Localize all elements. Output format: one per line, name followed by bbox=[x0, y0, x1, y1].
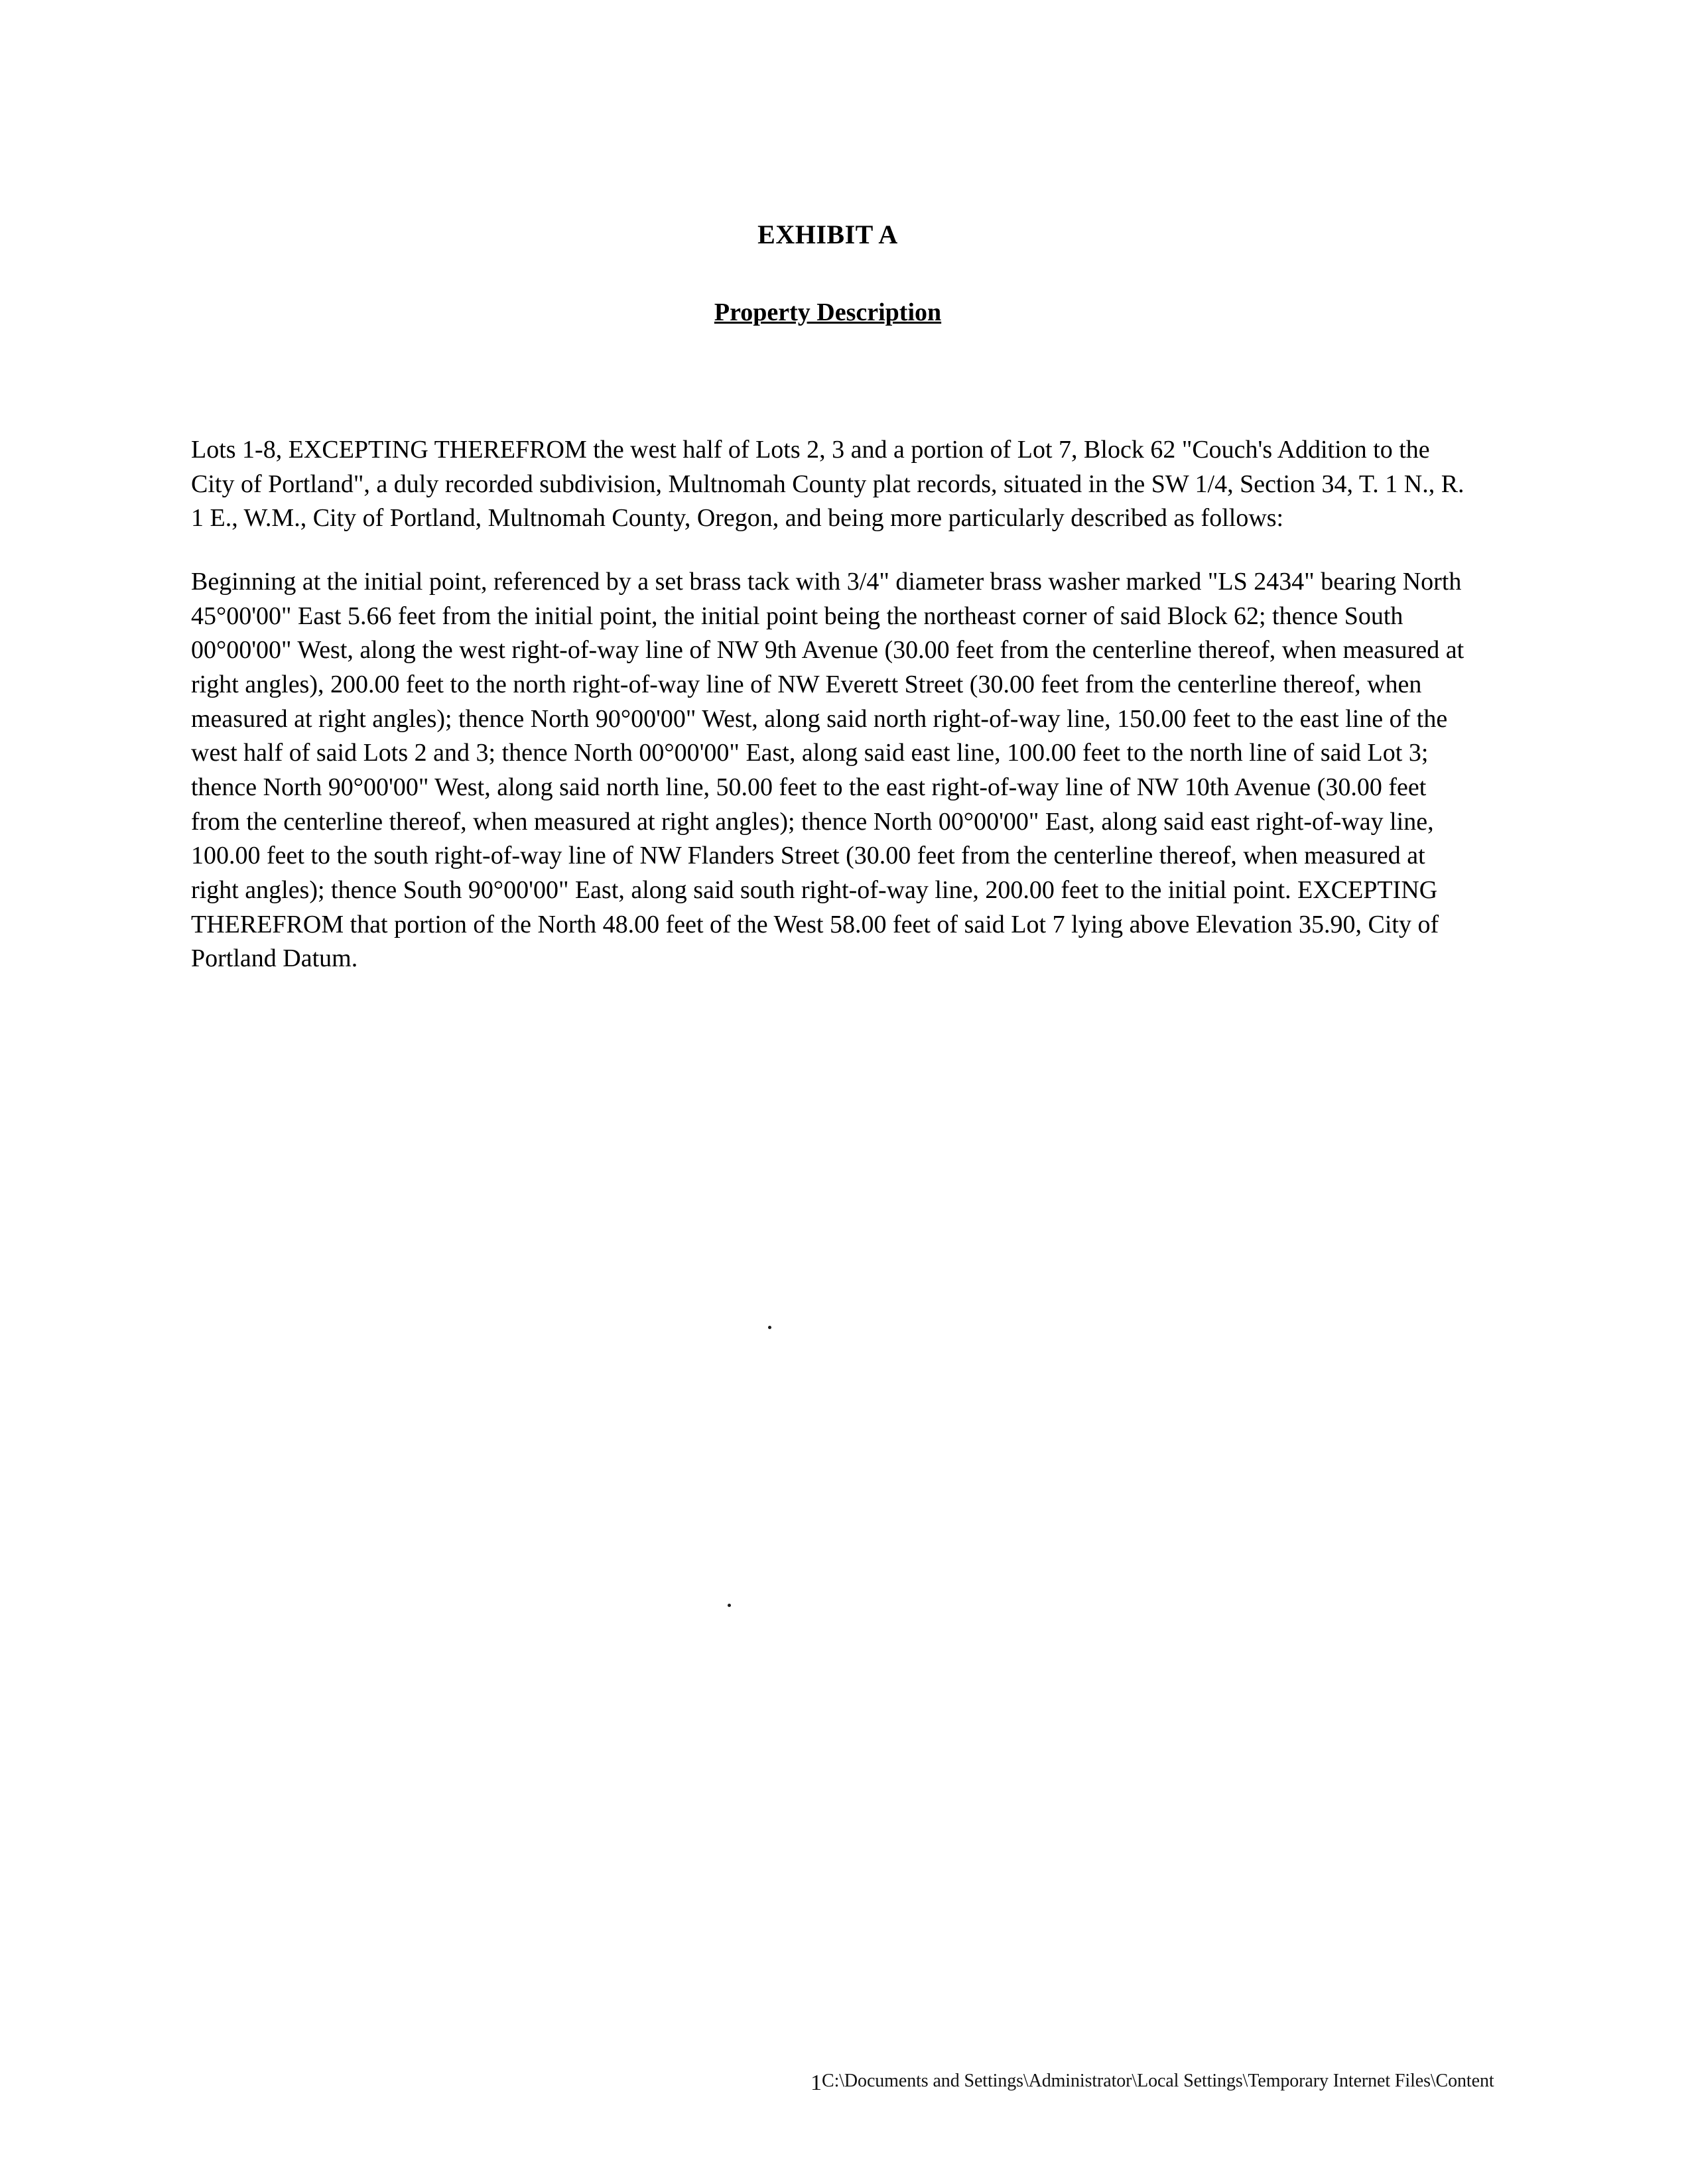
stray-mark-upper bbox=[768, 1326, 771, 1329]
page-footer bbox=[0, 2071, 1690, 2110]
page-number: 1 bbox=[811, 2071, 822, 2095]
document-subtitle: Property Description bbox=[714, 298, 942, 326]
footer-content bbox=[811, 2071, 1494, 2096]
paragraph-legal-description: Lots 1-8, EXCEPTING THEREFROM the west half of Lots 2, 3 and a portion of Lot 7, Block 62 "Couch's Addition to the City of Portland", a duly recorded subdivision, Multnomah County plat records, situated in the SW 1/4, Section 34, T. 1 N., R. 1 E., W.M., City of Portland, Multnomah County, Oregon, and being more particularly described as follows: bbox=[191, 436, 1464, 533]
footer-file-path: C:\Documents and Settings\Administrator\Local Settings\Temporary Internet Files\Content bbox=[822, 2071, 1494, 2091]
property-description-text bbox=[191, 433, 1464, 976]
document-body bbox=[191, 219, 1464, 976]
page-title: EXHIBIT A bbox=[757, 220, 898, 249]
paragraph-metes-and-bounds: Beginning at the initial point, referenced by a set brass tack with 3/4" diameter brass washer marked "LS 2434" bearing North 45°00'00" East 5.66 feet from the initial point, the initial point being the northeast corner of said Block 62; thence South 00°00'00" West, along the west right-of-way line of NW 9th Avenue (30.00 feet from the centerline thereof, when measured at right angles), 200.00 feet to the north right-of-way line of NW Everett Street (30.00 feet from the centerline thereof, when measured at right angles); thence North 90°00'00" West, along said north right-of-way line, 150.00 feet to the east line of the west half of said Lots 2 and 3; thence North 00°00'00" East, along said east line, 100.00 feet to the north line of said Lot 3; thence North 90°00'00" West, along said north line, 50.00 feet to the east right-of-way line of NW 10th Avenue (30.00 feet from the centerline thereof, when measured at right angles); thence North 00°00'00" East, along said east right-of-way line, 100.00 feet to the south right-of-way line of NW Flanders Street (30.00 feet from the centerline thereof, when measured at right angles); thence South 90°00'00" East, along said south right-of-way line, 200.00 feet to the initial point. EXCEPTING THEREFROM that portion of the North 48.00 feet of the West 58.00 feet of said Lot 7 lying above Elevation 35.90, City of Portland Datum. bbox=[191, 568, 1464, 973]
stray-mark-lower bbox=[728, 1604, 731, 1607]
